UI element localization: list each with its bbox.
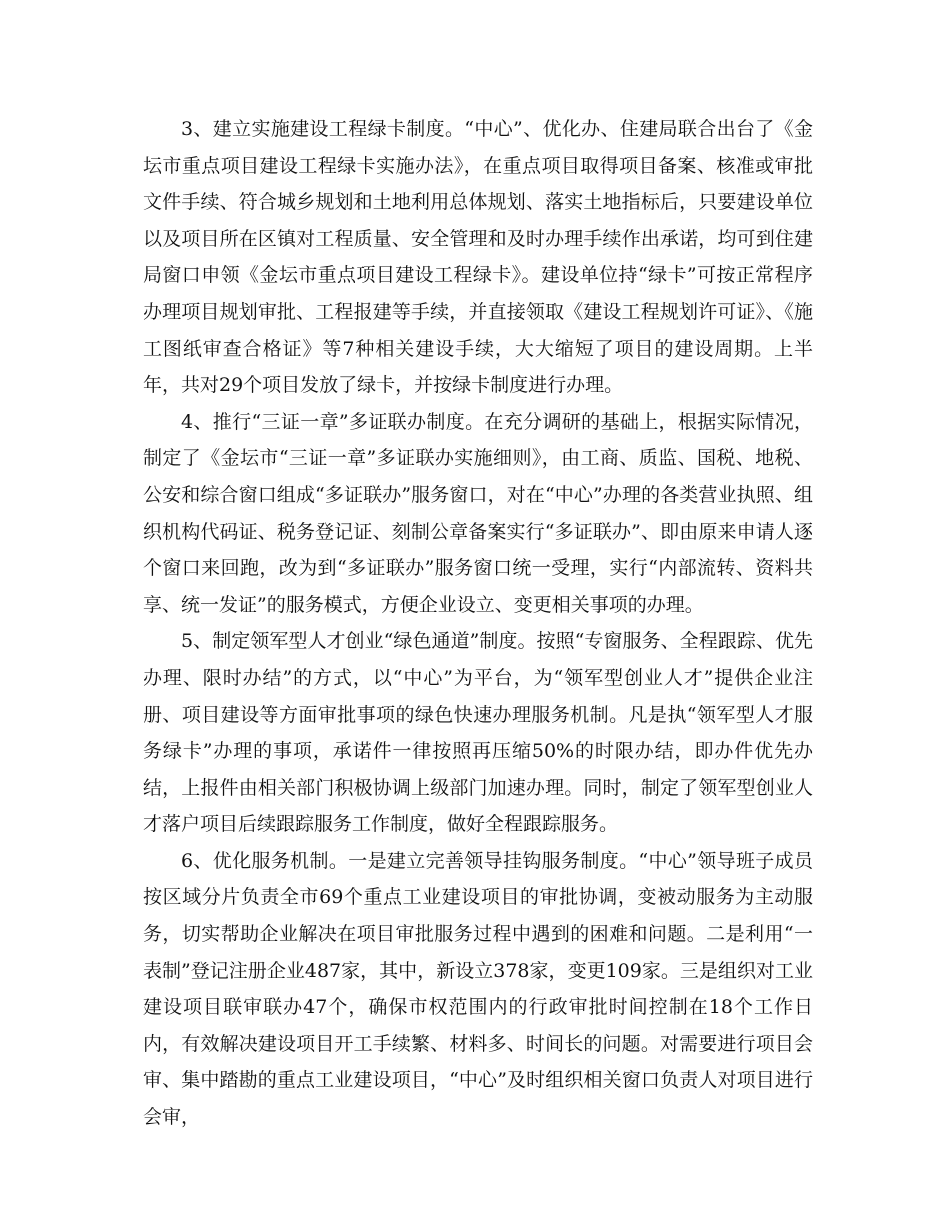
paragraph-talent-green-channel: 5、制定领军型人才创业“绿色通道”制度。按照“专窗服务、全程跟踪、优先办理、限时办结”的方式，以“中心”为平台，为“领军型创业人才”提供企业注册、项目建设等方面审批事项的绿色快速办理服务机制。凡是执“领军型人才服务绿卡”办理的事项，承诺件一律按照再压缩50%的时限办结，即办件优先办结，上报件由相关部门积极协调上级部门加速办理。同时，制定了领军型创业人才落户项目后续跟踪服务工作制度，做好全程跟踪服务。 — [143, 630, 813, 836]
paragraph-green-card-system: 3、建立实施建设工程绿卡制度。“中心”、优化办、住建局联合出台了《金坛市重点项目建设工程绿卡实施办法》，在重点项目取得项目备案、核准或审批文件手续、符合城乡规划和土地利用总体规划、落实土地指标后，只要建设单位以及项目所在区镇对工程质量、安全管理和及时办理手续作出承诺，均可到住建局窗口申领《金坛市重点项目建设工程绿卡》。建设单位持“绿卡”可按正常程序办理项目规划审批、工程报建等手续，并直接领取《建设工程规划许可证》、《施工图纸审查合格证》等7种相关建设手续，大大缩短了项目的建设周期。上半年，共对29个项目发放了绿卡，并按绿卡制度进行办理。 — [143, 118, 813, 397]
document-body — [143, 111, 813, 1136]
paragraph-multi-certificate-system: 4、推行“三证一章”多证联办制度。在充分调研的基础上，根据实际情况，制定了《金坛市“三证一章”多证联办实施细则》，由工商、质监、国税、地税、公安和综合窗口组成“多证联办”服务窗口，对在“中心”办理的各类营业执照、组织机构代码证、税务登记证、刻制公章备案实行“多证联办”、即由原来申请人逐个窗口来回跑，改为到“多证联办”服务窗口统一受理，实行“内部流转、资料共享、统一发证”的服务模式，方便企业设立、变更相关事项的办理。 — [143, 410, 813, 616]
paragraph-service-mechanism: 6、优化服务机制。一是建立完善领导挂钩服务制度。“中心”领导班子成员按区域分片负责全市69个重点工业建设项目的审批协调，变被动服务为主动服务，切实帮助企业解决在项目审批服务过程中遇到的困难和问题。二是利用“一表制”登记注册企业487家，其中，新设立378家，变更109家。三是组织对工业建设项目联审联办47个，确保市权范围内的行政审批时间控制在18个工作日内，有效解决建设项目开工手续繁、材料多、时间长的问题。对需要进行项目会审、集中踏勘的重点工业建设项目，“中心”及时组织相关窗口负责人对项目进行会审， — [143, 849, 813, 1129]
